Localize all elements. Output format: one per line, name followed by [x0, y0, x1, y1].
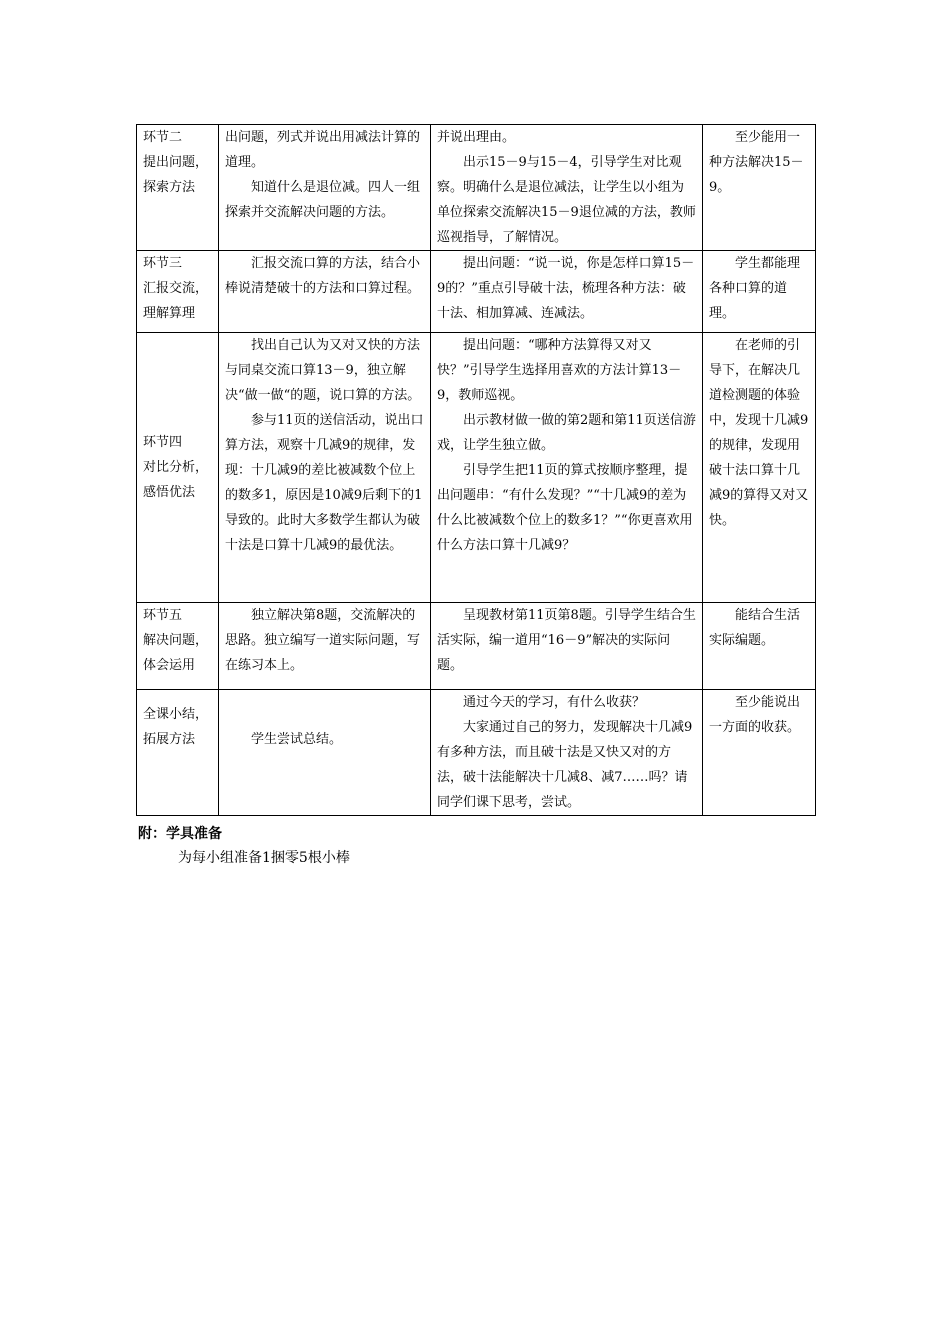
stage-text: 体会运用 [143, 658, 196, 673]
teacher-text: 并说出理由。 [437, 130, 516, 145]
student-text: 出问题，列式并说出用减法计算的道理。 [225, 130, 421, 170]
teacher-activity-cell [431, 125, 703, 251]
stage-cell [137, 125, 219, 251]
stage-text: 感悟优法 [143, 485, 196, 500]
student-text: 独立解决第8题，交流解决的思路。独立编写一道实际问题，写在练习本上。 [225, 608, 421, 673]
student-activity-cell [219, 251, 431, 333]
teacher-activity-cell [431, 690, 703, 816]
stage-text: 环节五 [143, 608, 183, 623]
stage-text: 解决问题， [143, 633, 209, 648]
teacher-activity-cell [431, 333, 703, 603]
stage-text: 汇报交流， [143, 281, 209, 296]
student-activity-cell [219, 603, 431, 690]
goal-cell [703, 333, 816, 603]
teacher-activity-cell [431, 251, 703, 333]
stage-text: 环节四 [143, 435, 183, 450]
goal-text: 至少能用一种方法解决15－9。 [709, 130, 804, 195]
teacher-text: 提出问题：“说一说，你是怎样口算15－9的？”重点引导破十法，梳理各种方法：破十法、相加算减、连减法。 [437, 256, 695, 321]
teacher-activity-cell [431, 603, 703, 690]
table-row [137, 690, 816, 816]
teacher-text: 出示教材做一做的第2题和第11页送信游戏，让学生独立做。 [437, 413, 696, 453]
table-row [137, 251, 816, 333]
stage-text: 理解算理 [143, 306, 196, 321]
goal-cell [703, 251, 816, 333]
student-text: 参与11页的送信活动，说出口算方法，观察十几减9的规律，发现：十几减9的差比被减数个位上的数多1，原因是10减9后剩下的1导致的。此时大多数学生都认为破十法是口算十几减9的最优法。 [225, 413, 424, 553]
student-text: 找出自己认为又对又快的方法与同桌交流口算13－9，独立解决“做一做“的题，说口算的方法。 [225, 338, 421, 403]
teacher-text: 通过今天的学习，有什么收获？ [463, 695, 646, 710]
stage-text: 全课小结， [143, 707, 209, 722]
goal-cell [703, 125, 816, 251]
table-row [137, 125, 816, 251]
stage-text: 拓展方法 [143, 732, 196, 747]
appendix-title: 附：学具准备 [138, 826, 222, 842]
student-activity-cell [219, 333, 431, 603]
stage-text: 环节三 [143, 256, 183, 271]
stage-cell [137, 603, 219, 690]
stage-text: 提出问题， [143, 155, 209, 170]
student-activity-cell [219, 125, 431, 251]
student-activity-cell [219, 690, 431, 816]
goal-cell [703, 690, 816, 816]
teacher-text: 引导学生把11页的算式按顺序整理，提出问题串：“有什么发现？”“十几减9的差为什么比被减数个位上的数多1？”“你更喜欢用什么方法口算十几减9？ [437, 463, 693, 553]
goal-text: 能结合生活实际编题。 [709, 608, 801, 648]
student-text: 知道什么是退位减。四人一组探索并交流解决问题的方法。 [225, 180, 421, 220]
table-row [137, 603, 816, 690]
goal-text: 至少能说出一方面的收获。 [709, 695, 801, 735]
goal-text: 在老师的引导下，在解决几道检测题的体验中，发现十几减9的规律，发现用破十法口算十几减9的算得又对又快。 [709, 338, 809, 528]
stage-text: 探索方法 [143, 180, 196, 195]
appendix-body: 为每小组准备1捆零5根小棒 [178, 850, 350, 866]
table-row [137, 333, 816, 603]
goal-text: 学生都能理各种口算的道理。 [709, 256, 801, 321]
teacher-text: 呈现教材第11页第8题。引导学生结合生活实际，编一道用“16－9”解决的实际问题。 [437, 608, 696, 673]
student-text: 学生尝试总结。 [251, 732, 343, 747]
teacher-text: 出示15－9与15－4，引导学生对比观察。明确什么是退位减法，让学生以小组为单位探索交流解决15－9退位减的方法，教师巡视指导，了解情况。 [437, 155, 696, 245]
stage-text: 对比分析， [143, 460, 209, 475]
stage-cell [137, 333, 219, 603]
stage-cell [137, 251, 219, 333]
stage-text: 环节二 [143, 130, 183, 145]
teacher-text: 大家通过自己的努力，发现解决十几减9有多种方法，而且破十法是又快又对的方法，破十法能解决十几减8、减7……吗？请同学们课下思考，尝试。 [437, 720, 693, 810]
stage-cell [137, 690, 219, 816]
goal-cell [703, 603, 816, 690]
teacher-text: 提出问题：“哪种方法算得又对又快？”引导学生选择用喜欢的方法计算13－9，教师巡视。 [437, 338, 682, 403]
student-text: 汇报交流口算的方法，结合小棒说清楚破十的方法和口算过程。 [225, 256, 421, 296]
lesson-plan-table [136, 124, 816, 816]
